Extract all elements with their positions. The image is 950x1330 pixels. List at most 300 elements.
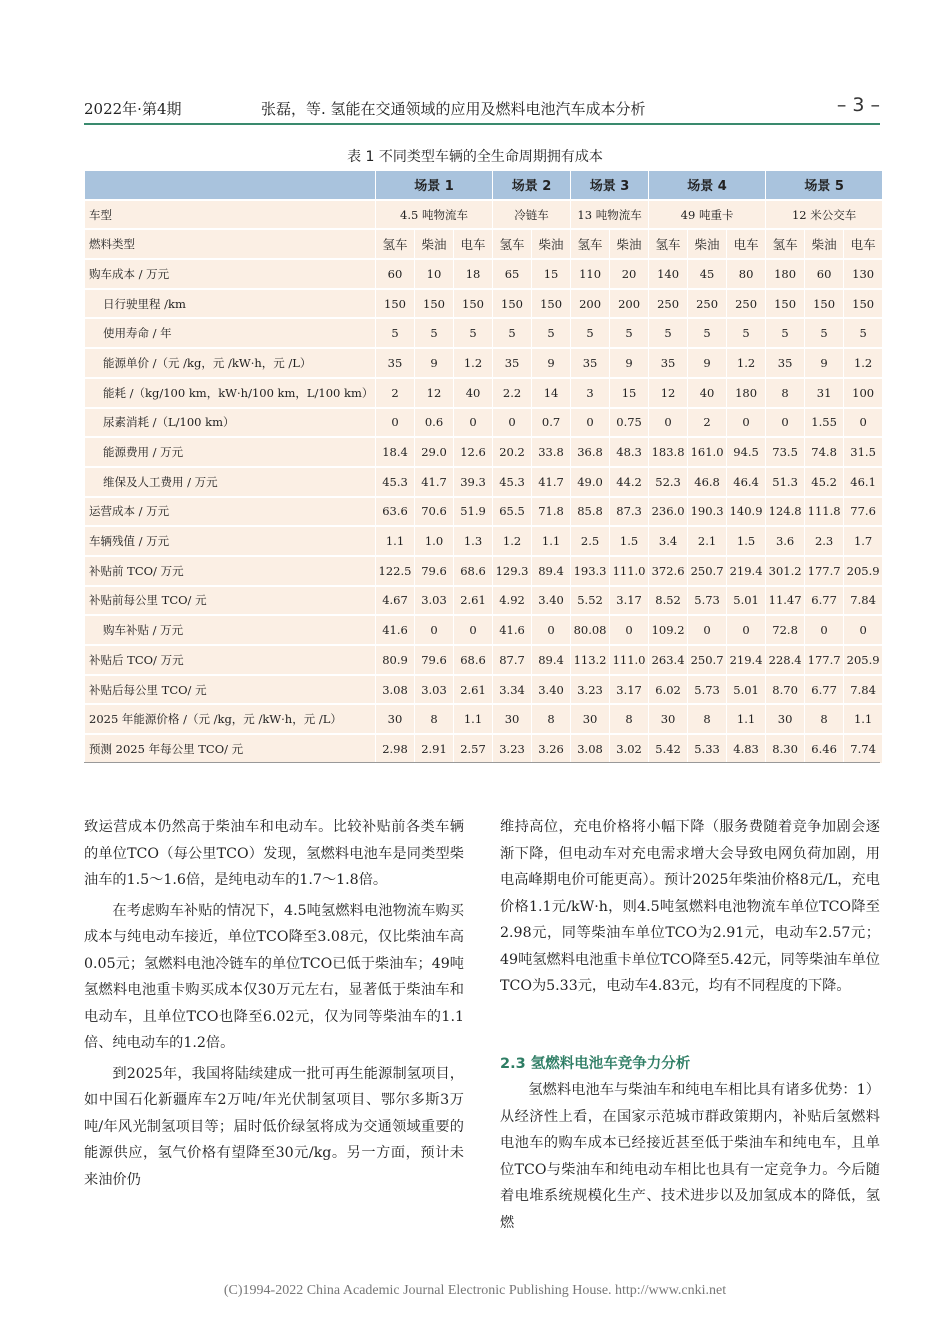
table-cell: 41.7 xyxy=(532,468,570,496)
table-cell: 0 xyxy=(532,616,570,644)
tco-table xyxy=(84,169,883,765)
table-cell: 5.73 xyxy=(688,587,726,615)
table-row xyxy=(85,676,882,704)
table-cell: 31.5 xyxy=(844,438,882,466)
table-cell: 150 xyxy=(844,290,882,318)
table-cell: 250 xyxy=(649,290,687,318)
table-cell: 79.6 xyxy=(415,646,453,674)
table-cell: 3.03 xyxy=(415,587,453,615)
table-cell: 0.7 xyxy=(532,409,570,437)
header-blank xyxy=(85,171,375,199)
fuel-type-cell: 电车 xyxy=(454,230,492,258)
table-cell: 301.2 xyxy=(766,557,804,585)
row-label: 购车补贴 / 万元 xyxy=(85,616,375,644)
paragraph: 致运营成本仍然高于柴油车和电动车。比较补贴前各类车辆的单位TCO（每公里TCO）发现，氢燃料电池车是同类型柴油车的1.5～1.6倍，是纯电动车的1.7～1.8倍。 xyxy=(84,819,464,888)
table-cell: 236.0 xyxy=(649,498,687,526)
row-label: 补贴前 TCO/ 万元 xyxy=(85,557,375,585)
row-label: 补贴前每公里 TCO/ 元 xyxy=(85,587,375,615)
table-cell: 3.34 xyxy=(493,676,531,704)
table-bottom-rule xyxy=(84,762,880,763)
table-cell: 5.01 xyxy=(727,676,765,704)
table-cell: 3.26 xyxy=(532,735,570,763)
table-cell: 2.3 xyxy=(805,527,843,555)
table-cell: 0 xyxy=(688,616,726,644)
table-cell: 35 xyxy=(571,349,609,377)
table-cell: 0 xyxy=(376,409,414,437)
table-cell: 3.23 xyxy=(493,735,531,763)
vehicle-type: 13 吨物流车 xyxy=(571,201,648,229)
table-cell: 5.42 xyxy=(649,735,687,763)
table-cell: 68.6 xyxy=(454,646,492,674)
table-cell: 0.75 xyxy=(610,409,648,437)
table-cell: 200 xyxy=(571,290,609,318)
table-cell: 8 xyxy=(415,705,453,733)
table-cell: 161.0 xyxy=(688,438,726,466)
table-cell: 29.0 xyxy=(415,438,453,466)
table-cell: 5 xyxy=(727,319,765,347)
table-cell: 85.8 xyxy=(571,498,609,526)
vehicle-type-row xyxy=(85,201,882,229)
table-row xyxy=(85,438,882,466)
table-cell: 109.2 xyxy=(649,616,687,644)
table-cell: 3.08 xyxy=(376,676,414,704)
row-label: 补贴后 TCO/ 万元 xyxy=(85,646,375,674)
table-cell: 200 xyxy=(610,290,648,318)
row-label: 日行驶里程 /km xyxy=(85,290,375,318)
row-label: 能源单价 /（元 /kg，元 /kW·h，元 /L） xyxy=(85,349,375,377)
table-cell: 10 xyxy=(415,260,453,288)
table-cell: 111.0 xyxy=(610,557,648,585)
journal-issue: 2022年·第4期 xyxy=(84,100,182,118)
table-cell: 87.3 xyxy=(610,498,648,526)
table-cell: 41.6 xyxy=(376,616,414,644)
table-cell: 1.5 xyxy=(727,527,765,555)
table-cell: 124.8 xyxy=(766,498,804,526)
table-cell: 3.6 xyxy=(766,527,804,555)
table-cell: 7.84 xyxy=(844,676,882,704)
table-cell: 0 xyxy=(844,616,882,644)
table-cell: 31 xyxy=(805,379,843,407)
table-cell: 74.8 xyxy=(805,438,843,466)
table-cell: 5 xyxy=(844,319,882,347)
table-cell: 2.2 xyxy=(493,379,531,407)
table-cell: 60 xyxy=(805,260,843,288)
fuel-type-cell: 柴油 xyxy=(688,230,726,258)
table-cell: 5 xyxy=(415,319,453,347)
table-cell: 113.2 xyxy=(571,646,609,674)
table-cell: 5 xyxy=(532,319,570,347)
table-row xyxy=(85,705,882,733)
header-rule xyxy=(84,123,880,125)
table-cell: 14 xyxy=(532,379,570,407)
row-label: 车型 xyxy=(85,201,375,229)
table-cell: 70.6 xyxy=(415,498,453,526)
table-cell: 180 xyxy=(727,379,765,407)
table-cell: 3.17 xyxy=(610,587,648,615)
table-cell: 177.7 xyxy=(805,557,843,585)
vehicle-type: 12 米公交车 xyxy=(766,201,882,229)
table-cell: 9 xyxy=(805,349,843,377)
table-cell: 8 xyxy=(805,705,843,733)
table-cell: 140.9 xyxy=(727,498,765,526)
table-row xyxy=(85,735,882,763)
row-label: 购车成本 / 万元 xyxy=(85,260,375,288)
row-label: 预测 2025 年每公里 TCO/ 元 xyxy=(85,735,375,763)
table-cell: 3.02 xyxy=(610,735,648,763)
table-cell: 44.2 xyxy=(610,468,648,496)
table-cell: 150 xyxy=(454,290,492,318)
table-cell: 3.23 xyxy=(571,676,609,704)
table-cell: 80 xyxy=(727,260,765,288)
table-row xyxy=(85,646,882,674)
table-cell: 65.5 xyxy=(493,498,531,526)
table-cell: 68.6 xyxy=(454,557,492,585)
table-cell: 5.52 xyxy=(571,587,609,615)
fuel-type-cell: 电车 xyxy=(727,230,765,258)
row-label: 能耗 /（kg/100 km，kW·h/100 km，L/100 km） xyxy=(85,379,375,407)
table-cell: 52.3 xyxy=(649,468,687,496)
page-number: – 3 – xyxy=(836,94,880,116)
table-cell: 0 xyxy=(727,409,765,437)
table-cell: 0 xyxy=(766,409,804,437)
table-cell: 2 xyxy=(688,409,726,437)
table-cell: 130 xyxy=(844,260,882,288)
table-cell: 250 xyxy=(727,290,765,318)
table-cell: 5 xyxy=(805,319,843,347)
table-cell: 40 xyxy=(454,379,492,407)
table-cell: 3 xyxy=(571,379,609,407)
table-cell: 3.03 xyxy=(415,676,453,704)
table-cell: 12 xyxy=(415,379,453,407)
table-cell: 0 xyxy=(844,409,882,437)
scenario-header-row xyxy=(85,171,882,199)
paragraph: 氢燃料电池车与柴油车和纯电车相比具有诸多优势：1）从经济性上看，在国家示范城市群政策期内，补贴后氢燃料电池车的购车成本已经接近甚至低于柴油车和纯电车，且单位TCO与柴油车和纯电动车相比也具有一定竞争力。今后随着电堆系统规模化生产、技术进步以及加氢成本的降低，氢燃 xyxy=(500,1082,880,1231)
row-label: 补贴后每公里 TCO/ 元 xyxy=(85,676,375,704)
table-cell: 89.4 xyxy=(532,557,570,585)
table-cell: 122.5 xyxy=(376,557,414,585)
table-cell: 150 xyxy=(766,290,804,318)
table-cell: 205.9 xyxy=(844,557,882,585)
table-cell: 250.7 xyxy=(688,557,726,585)
table-cell: 7.84 xyxy=(844,587,882,615)
table-cell: 263.4 xyxy=(649,646,687,674)
table-cell: 5 xyxy=(454,319,492,347)
table-cell: 6.77 xyxy=(805,676,843,704)
table-cell: 183.8 xyxy=(649,438,687,466)
table-cell: 2.61 xyxy=(454,676,492,704)
fuel-type-cell: 柴油 xyxy=(805,230,843,258)
table-cell: 5.01 xyxy=(727,587,765,615)
table-cell: 35 xyxy=(766,349,804,377)
table-cell: 20 xyxy=(610,260,648,288)
table-cell: 5 xyxy=(610,319,648,347)
table-cell: 2.98 xyxy=(376,735,414,763)
table-cell: 1.1 xyxy=(376,527,414,555)
table-cell: 39.3 xyxy=(454,468,492,496)
vehicle-type: 49 吨重卡 xyxy=(649,201,765,229)
table-cell: 5 xyxy=(649,319,687,347)
table-cell: 9 xyxy=(688,349,726,377)
table-cell: 2.57 xyxy=(454,735,492,763)
table-row xyxy=(85,379,882,407)
fuel-type-cell: 柴油 xyxy=(532,230,570,258)
table-cell: 1.2 xyxy=(844,349,882,377)
table-cell: 12 xyxy=(649,379,687,407)
table-cell: 3.17 xyxy=(610,676,648,704)
table-cell: 71.8 xyxy=(532,498,570,526)
table-cell: 45.2 xyxy=(805,468,843,496)
table-cell: 40 xyxy=(688,379,726,407)
section-heading: 2.3 氢燃料电池车竞争力分析 xyxy=(500,1056,691,1072)
table-cell: 5 xyxy=(571,319,609,347)
table-cell: 94.5 xyxy=(727,438,765,466)
table-cell: 1.1 xyxy=(844,705,882,733)
table-cell: 150 xyxy=(415,290,453,318)
table-row xyxy=(85,616,882,644)
vehicle-type: 冷链车 xyxy=(493,201,570,229)
table-cell: 87.7 xyxy=(493,646,531,674)
table-cell: 4.83 xyxy=(727,735,765,763)
table-cell: 1.3 xyxy=(454,527,492,555)
table-cell: 0 xyxy=(415,616,453,644)
table-cell: 150 xyxy=(493,290,531,318)
running-header xyxy=(84,96,880,124)
table-cell: 2 xyxy=(376,379,414,407)
row-label: 尿素消耗 /（L/100 km） xyxy=(85,409,375,437)
scenario-header: 场景 3 xyxy=(571,171,648,199)
table-cell: 11.47 xyxy=(766,587,804,615)
table-cell: 45.3 xyxy=(376,468,414,496)
fuel-type-row xyxy=(85,230,882,258)
table-row xyxy=(85,587,882,615)
table-cell: 180 xyxy=(766,260,804,288)
table-cell: 0 xyxy=(454,616,492,644)
table-cell: 1.0 xyxy=(415,527,453,555)
copyright-footer: (C)1994-2022 China Academic Journal Electronic Publishing House. http://www.cnki.net xyxy=(223,1283,727,1298)
table-cell: 177.7 xyxy=(805,646,843,674)
table-cell: 4.92 xyxy=(493,587,531,615)
table-cell: 8.70 xyxy=(766,676,804,704)
table-cell: 35 xyxy=(649,349,687,377)
fuel-type-cell: 氢车 xyxy=(571,230,609,258)
left-column xyxy=(84,814,464,1193)
table-cell: 1.2 xyxy=(727,349,765,377)
table-cell: 5 xyxy=(376,319,414,347)
table-cell: 129.3 xyxy=(493,557,531,585)
table-cell: 89.4 xyxy=(532,646,570,674)
fuel-type-cell: 柴油 xyxy=(415,230,453,258)
table-cell: 8 xyxy=(610,705,648,733)
table-cell: 49.0 xyxy=(571,468,609,496)
table-cell: 193.3 xyxy=(571,557,609,585)
table-cell: 0 xyxy=(493,409,531,437)
table-cell: 1.2 xyxy=(493,527,531,555)
table-cell: 77.6 xyxy=(844,498,882,526)
fuel-type-cell: 电车 xyxy=(844,230,882,258)
table-cell: 46.1 xyxy=(844,468,882,496)
table-cell: 0.6 xyxy=(415,409,453,437)
table-cell: 250 xyxy=(688,290,726,318)
table-row xyxy=(85,498,882,526)
table-cell: 140 xyxy=(649,260,687,288)
table-cell: 8 xyxy=(766,379,804,407)
table-row xyxy=(85,290,882,318)
table-cell: 45 xyxy=(688,260,726,288)
table-cell: 51.9 xyxy=(454,498,492,526)
table-cell: 8.52 xyxy=(649,587,687,615)
table-cell: 0 xyxy=(454,409,492,437)
table-cell: 0 xyxy=(727,616,765,644)
table-cell: 5.73 xyxy=(688,676,726,704)
table-row xyxy=(85,557,882,585)
table-row xyxy=(85,527,882,555)
table-cell: 30 xyxy=(493,705,531,733)
table-row xyxy=(85,409,882,437)
row-label: 运营成本 / 万元 xyxy=(85,498,375,526)
table-cell: 63.6 xyxy=(376,498,414,526)
table-cell: 46.8 xyxy=(688,468,726,496)
table-cell: 7.74 xyxy=(844,735,882,763)
scenario-header: 场景 2 xyxy=(493,171,570,199)
table-cell: 5 xyxy=(688,319,726,347)
table-cell: 51.3 xyxy=(766,468,804,496)
table-cell: 9 xyxy=(610,349,648,377)
table-cell: 5 xyxy=(766,319,804,347)
table-cell: 41.7 xyxy=(415,468,453,496)
table-cell: 6.46 xyxy=(805,735,843,763)
table-cell: 30 xyxy=(376,705,414,733)
table-cell: 72.8 xyxy=(766,616,804,644)
table-cell: 30 xyxy=(571,705,609,733)
table-cell: 79.6 xyxy=(415,557,453,585)
row-label: 使用寿命 / 年 xyxy=(85,319,375,347)
row-label: 车辆残值 / 万元 xyxy=(85,527,375,555)
table-cell: 30 xyxy=(766,705,804,733)
fuel-type-cell: 氢车 xyxy=(766,230,804,258)
table-cell: 1.1 xyxy=(454,705,492,733)
fuel-type-cell: 氢车 xyxy=(649,230,687,258)
table-cell: 219.4 xyxy=(727,646,765,674)
table-cell: 41.6 xyxy=(493,616,531,644)
table-cell: 219.4 xyxy=(727,557,765,585)
scenario-header: 场景 4 xyxy=(649,171,765,199)
table-cell: 9 xyxy=(415,349,453,377)
table-cell: 2.1 xyxy=(688,527,726,555)
table-row xyxy=(85,349,882,377)
table-cell: 36.8 xyxy=(571,438,609,466)
table-cell: 1.1 xyxy=(532,527,570,555)
table-cell: 2.61 xyxy=(454,587,492,615)
table-cell: 65 xyxy=(493,260,531,288)
table-cell: 0 xyxy=(649,409,687,437)
table-cell: 18.4 xyxy=(376,438,414,466)
table-cell: 110 xyxy=(571,260,609,288)
table-cell: 73.5 xyxy=(766,438,804,466)
right-column-upper xyxy=(500,814,880,1000)
table-cell: 111.0 xyxy=(610,646,648,674)
table-cell: 33.8 xyxy=(532,438,570,466)
table-cell: 228.4 xyxy=(766,646,804,674)
table-caption: 表 1 不同类型车辆的全生命周期拥有成本 xyxy=(347,149,603,165)
table-cell: 2.5 xyxy=(571,527,609,555)
table-cell: 0 xyxy=(610,616,648,644)
paragraph: 在考虑购车补贴的情况下，4.5吨氢燃料电池物流车购买成本与纯电动车接近，单位TCO降至3.08元，仅比柴油车高0.05元；氢燃料电池冷链车的单位TCO已低于柴油车；49吨氢燃料电池重卡购买成本仅30万元左右，显著低于柴油车和电动车，且单位TCO也降至6.02元，仅为同等柴油车的1.1倍、纯电动车的1.2倍。 xyxy=(84,902,464,1051)
table-cell: 8.30 xyxy=(766,735,804,763)
row-label: 能源费用 / 万元 xyxy=(85,438,375,466)
table-cell: 3.40 xyxy=(532,587,570,615)
table-cell: 3.40 xyxy=(532,676,570,704)
table-cell: 35 xyxy=(493,349,531,377)
table-cell: 3.4 xyxy=(649,527,687,555)
paragraph: 到2025年，我国将陆续建成一批可再生能源制氢项目，如中国石化新疆库车2万吨/年光伏制氢项目、鄂尔多斯3万吨/年风光制氢项目等；届时低价绿氢将成为交通领域重要的能源供应，氢气价格有望降至30元/kg。另一方面，预计未来油价仍 xyxy=(84,1065,464,1188)
table-row xyxy=(85,260,882,288)
table-row xyxy=(85,319,882,347)
table-cell: 100 xyxy=(844,379,882,407)
table-cell: 3.08 xyxy=(571,735,609,763)
row-label: 燃料类型 xyxy=(85,230,375,258)
scenario-header: 场景 1 xyxy=(376,171,492,199)
table-cell: 30 xyxy=(649,705,687,733)
table-cell: 20.2 xyxy=(493,438,531,466)
table-cell: 205.9 xyxy=(844,646,882,674)
table-cell: 46.4 xyxy=(727,468,765,496)
table-cell: 12.6 xyxy=(454,438,492,466)
right-column-lower xyxy=(500,1077,880,1236)
table-cell: 48.3 xyxy=(610,438,648,466)
table-cell: 15 xyxy=(532,260,570,288)
fuel-type-cell: 氢车 xyxy=(493,230,531,258)
table-cell: 6.77 xyxy=(805,587,843,615)
table-cell: 15 xyxy=(610,379,648,407)
fuel-type-cell: 柴油 xyxy=(610,230,648,258)
table-row xyxy=(85,468,882,496)
table-cell: 1.5 xyxy=(610,527,648,555)
table-cell: 8 xyxy=(532,705,570,733)
article-title: 张磊，等. 氢能在交通领域的应用及燃料电池汽车成本分析 xyxy=(261,100,646,118)
table-cell: 9 xyxy=(532,349,570,377)
table-cell: 150 xyxy=(805,290,843,318)
table-cell: 80.08 xyxy=(571,616,609,644)
table-cell: 250.7 xyxy=(688,646,726,674)
table-cell: 1.2 xyxy=(454,349,492,377)
table-cell: 0 xyxy=(571,409,609,437)
vehicle-type: 4.5 吨物流车 xyxy=(376,201,492,229)
table-cell: 45.3 xyxy=(493,468,531,496)
fuel-type-cell: 氢车 xyxy=(376,230,414,258)
table-cell: 111.8 xyxy=(805,498,843,526)
table-cell: 80.9 xyxy=(376,646,414,674)
table-cell: 150 xyxy=(376,290,414,318)
table-cell: 0 xyxy=(805,616,843,644)
table-cell: 2.91 xyxy=(415,735,453,763)
row-label: 2025 年能源价格 /（元 /kg，元 /kW·h，元 /L） xyxy=(85,705,375,733)
paragraph: 维持高位，充电价格将小幅下降（服务费随着竞争加剧会逐渐下降，但电动车对充电需求增大会导致电网负荷加剧，用电高峰期电价可能更高）。预计2025年柴油价格8元/L，充电价格1.1元/kW·h，则4.5吨氢燃料电池物流车单位TCO降至2.98元，同等柴油车单位TCO为2.91元，电动车2.57元；49吨氢燃料电池重卡单位TCO降至5.42元，同等柴油车单位TCO为5.33元，电动车4.83元，均有不同程度的下降。 xyxy=(500,819,880,994)
table-cell: 5.33 xyxy=(688,735,726,763)
scenario-header: 场景 5 xyxy=(766,171,882,199)
table-cell: 35 xyxy=(376,349,414,377)
table-cell: 60 xyxy=(376,260,414,288)
table-cell: 8 xyxy=(688,705,726,733)
table-cell: 1.1 xyxy=(727,705,765,733)
table-cell: 4.67 xyxy=(376,587,414,615)
table-cell: 18 xyxy=(454,260,492,288)
table-cell: 372.6 xyxy=(649,557,687,585)
table-cell: 6.02 xyxy=(649,676,687,704)
table-cell: 150 xyxy=(532,290,570,318)
table-cell: 5 xyxy=(493,319,531,347)
table-cell: 1.55 xyxy=(805,409,843,437)
table-cell: 1.7 xyxy=(844,527,882,555)
